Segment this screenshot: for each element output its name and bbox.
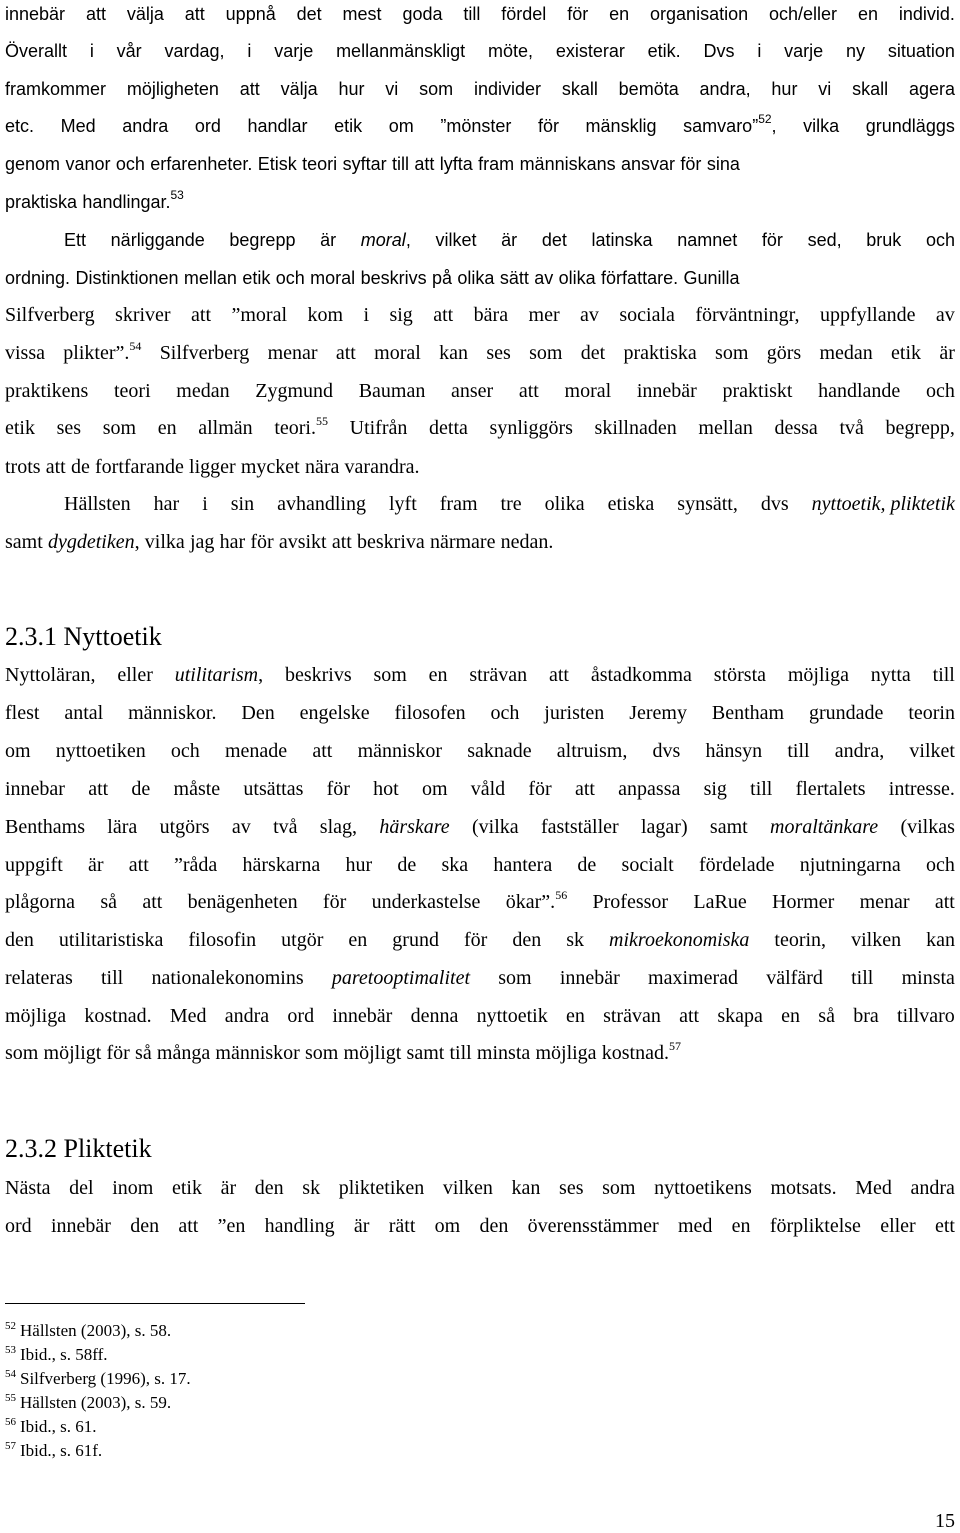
text-line: etc. Med andra ord handlar etik om ”mönster för mänsklig samvaro”$^{52}$, vilka grundläggs bbox=[5, 112, 955, 136]
footnote bbox=[5, 1345, 108, 1365]
text-line: praktiska handlingar.$^{53}$ bbox=[5, 188, 184, 212]
text-line: Benthams lära utgörs av två slag, härskare (vilka fastställer lagar) samt moraltänkare (vilkas bbox=[5, 816, 955, 838]
footnote-number: 56 bbox=[5, 1416, 16, 1428]
text-line: möjliga kostnad. Med andra ord innebär denna nyttoetik en strävan att skapa en så bra tillvaro bbox=[5, 1005, 955, 1027]
footnote-text: Hällsten (2003), s. 58. bbox=[20, 1321, 172, 1340]
text-line: ordning. Distinktionen mellan etik och moral beskrivs på olika sätt av olika författare. Gunilla bbox=[5, 268, 740, 288]
text-line: om nyttoetiken och menade att människor saknade altruism, dvs hänsyn till andra, vilket bbox=[5, 740, 955, 762]
footnote-text: Ibid., s. 61. bbox=[20, 1417, 97, 1436]
footnote bbox=[5, 1393, 171, 1413]
text-line: Nästa del inom etik är den sk pliktetiken vilken kan ses som nyttoetikens motsats. Med andra bbox=[5, 1177, 955, 1199]
text-line: Nyttoläran, eller utilitarism, beskrivs som en strävan att åstadkomma största möjliga nytta till bbox=[5, 664, 955, 686]
text-line: relateras till nationalekonomins paretooptimalitet som innebär maximerad välfärd till minsta bbox=[5, 967, 955, 989]
footnote-text: Ibid., s. 58ff. bbox=[20, 1345, 108, 1364]
text-line: Hällsten har i sin avhandling lyft fram tre olika etiska synsätt, dvs nyttoetik, pliktetik bbox=[64, 493, 955, 515]
footnote-number: 55 bbox=[5, 1392, 16, 1404]
footnote-number: 53 bbox=[5, 1344, 16, 1356]
text-line: innebär att välja att uppnå det mest goda till fördel för en organisation och/eller en individ. bbox=[5, 4, 955, 24]
text-line: praktikens teori medan Zygmund Bauman anser att moral innebär praktiskt handlande och bbox=[5, 380, 955, 402]
text-line: vissa plikter”.$^{54}$ Silfverberg menar att moral kan ses som det praktiska som görs medan etik är bbox=[5, 339, 955, 364]
footnote-text: Hällsten (2003), s. 59. bbox=[20, 1393, 172, 1412]
footnote bbox=[5, 1441, 102, 1461]
text-line: ord innebär den att ”en handling är rätt om den överensstämmer med en förpliktelse eller ett bbox=[5, 1215, 955, 1237]
text-line: den utilitaristiska filosofin utgör en grund för den sk mikroekonomiska teorin, vilken kan bbox=[5, 929, 955, 951]
footnote bbox=[5, 1369, 191, 1389]
section-heading-pliktetik: 2.3.2 Pliktetik bbox=[5, 1134, 152, 1163]
footnote-separator bbox=[5, 1303, 305, 1304]
footnote-number: 57 bbox=[5, 1440, 16, 1452]
text-line: etik ses som en allmän teori.$^{55}$ Utifrån detta synliggörs skillnaden mellan dessa två begrepp, bbox=[5, 414, 955, 439]
page-number: 15 bbox=[935, 1510, 955, 1532]
text-line: innebar att de måste utsättas för hot om våld för att anpassa sig till flertalets intresse. bbox=[5, 778, 955, 800]
footnote-number: 52 bbox=[5, 1320, 16, 1332]
text-line: trots att de fortfarande ligger mycket nära varandra. bbox=[5, 456, 420, 478]
footnote bbox=[5, 1321, 171, 1341]
text-line: Överallt i vår vardag, i varje mellanmänskligt möte, existerar etik. Dvs i varje ny situation bbox=[5, 41, 955, 61]
footnote bbox=[5, 1417, 97, 1437]
text-line: som möjligt för så många människor som möjligt samt till minsta möjliga kostnad.$^{57}$ bbox=[5, 1039, 681, 1064]
text-line: plågorna så att benägenheten för underkastelse ökar”.$^{56}$ Professor LaRue Hormer menar att bbox=[5, 888, 955, 913]
text-line: framkommer möjligheten att välja hur vi som individer skall bemöta andra, hur vi skall agera bbox=[5, 79, 955, 99]
footnote-text: Ibid., s. 61f. bbox=[20, 1441, 103, 1460]
text-line: Ett närliggande begrepp är moral, vilket är det latinska namnet för sed, bruk och bbox=[64, 230, 955, 250]
text-line: uppgift är att ”råda härskarna hur de ska hantera de socialt fördelade njutningarna och bbox=[5, 854, 955, 876]
text-line: genom vanor och erfarenheter. Etisk teori syftar till att lyfta fram människans ansvar för sina bbox=[5, 154, 740, 174]
section-heading-nyttoetik: 2.3.1 Nyttoetik bbox=[5, 622, 162, 651]
footnote-text: Silfverberg (1996), s. 17. bbox=[20, 1369, 191, 1388]
text-line: flest antal människor. Den engelske filosofen och juristen Jeremy Bentham grundade teorin bbox=[5, 702, 955, 724]
footnote-number: 54 bbox=[5, 1368, 16, 1380]
text-line: Silfverberg skriver att ”moral kom i sig att bära mer av sociala förväntningr, uppfyllande av bbox=[5, 304, 955, 326]
text-line: samt dygdetiken, vilka jag har för avsikt att beskriva närmare nedan. bbox=[5, 531, 554, 553]
